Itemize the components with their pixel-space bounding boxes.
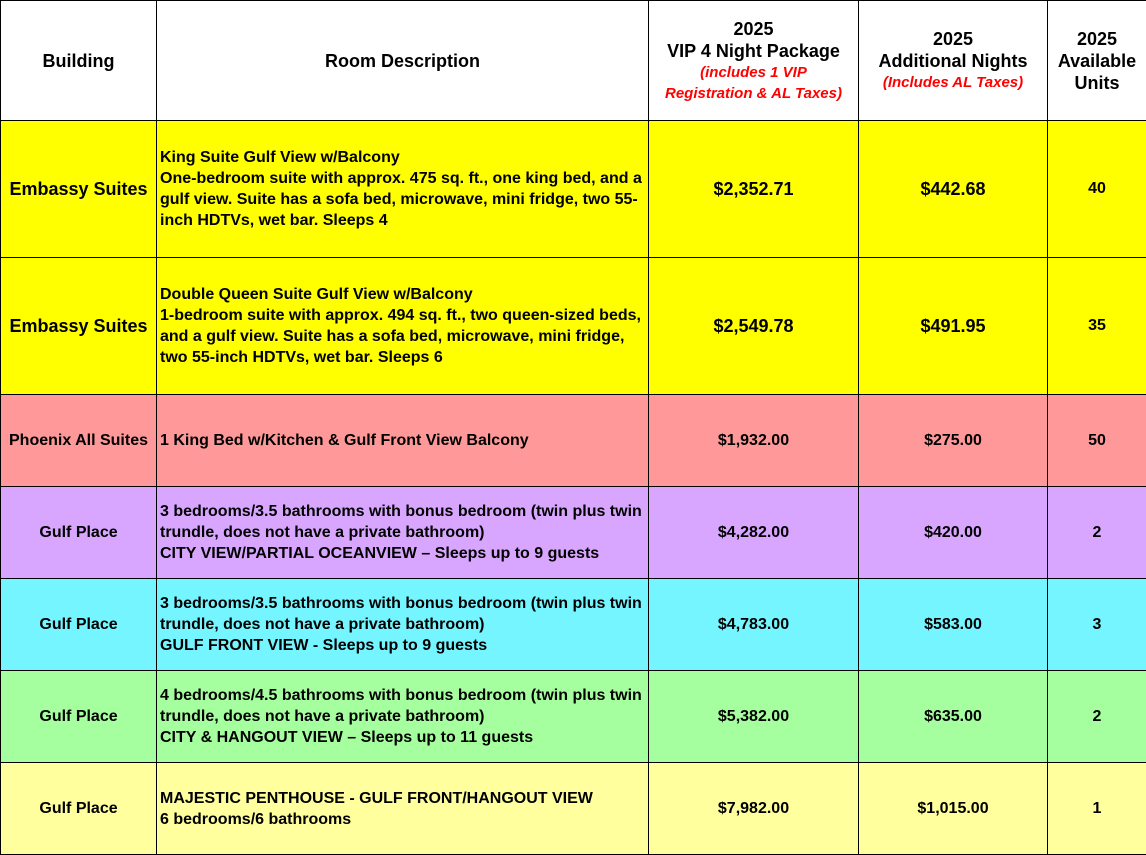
header-vip-title: VIP 4 Night Package <box>652 40 855 62</box>
room-description-cell <box>157 121 649 258</box>
description-line: two 55-inch HDTVs, wet bar. Sleeps 6 <box>160 347 645 368</box>
description-line: and a gulf view. Suite has a sofa bed, microwave, mini fridge, <box>160 326 645 347</box>
room-description-cell <box>157 579 649 671</box>
description-line: inch HDTVs, wet bar. Sleeps 4 <box>160 210 645 231</box>
description-line: CITY & HANGOUT VIEW – Sleeps up to 11 guests <box>160 727 645 748</box>
description-line: GULF FRONT VIEW - Sleeps up to 9 guests <box>160 635 645 656</box>
building-cell: Gulf Place <box>1 579 157 671</box>
building-cell: Phoenix All Suites <box>1 395 157 487</box>
units-cell: 1 <box>1048 763 1146 855</box>
description-line: King Suite Gulf View w/Balcony <box>160 147 645 168</box>
units-cell: 2 <box>1048 487 1146 579</box>
vip-price-cell: $4,282.00 <box>649 487 859 579</box>
building-cell: Gulf Place <box>1 487 157 579</box>
vip-price-cell: $2,352.71 <box>649 121 859 258</box>
description-line: 6 bedrooms/6 bathrooms <box>160 809 645 830</box>
description-line: gulf view. Suite has a sofa bed, microwave, mini fridge, two 55- <box>160 189 645 210</box>
header-additional-nights <box>859 1 1048 121</box>
table-row <box>1 395 1146 487</box>
description-line: 1-bedroom suite with approx. 494 sq. ft., two queen-sized beds, <box>160 305 645 326</box>
room-description-cell <box>157 258 649 395</box>
header-vip-year: 2025 <box>652 18 855 40</box>
table-row <box>1 121 1146 258</box>
header-vip-package <box>649 1 859 121</box>
building-cell: Gulf Place <box>1 763 157 855</box>
additional-price-cell: $1,015.00 <box>859 763 1048 855</box>
units-cell: 3 <box>1048 579 1146 671</box>
header-units-year: 2025 <box>1051 28 1143 50</box>
vip-price-cell: $1,932.00 <box>649 395 859 487</box>
building-cell: Embassy Suites <box>1 121 157 258</box>
additional-price-cell: $442.68 <box>859 121 1048 258</box>
header-additional-title: Additional Nights <box>862 50 1044 72</box>
description-line: trundle, does not have a private bathroom) <box>160 522 645 543</box>
table-row <box>1 258 1146 395</box>
description-line: 3 bedrooms/3.5 bathrooms with bonus bedroom (twin plus twin <box>160 593 645 614</box>
units-cell: 50 <box>1048 395 1146 487</box>
units-cell: 40 <box>1048 121 1146 258</box>
header-additional-year: 2025 <box>862 28 1044 50</box>
table-row <box>1 763 1146 855</box>
additional-price-cell: $275.00 <box>859 395 1048 487</box>
vip-price-cell: $2,549.78 <box>649 258 859 395</box>
room-description-cell <box>157 395 649 487</box>
description-line: Double Queen Suite Gulf View w/Balcony <box>160 284 645 305</box>
room-description-cell <box>157 671 649 763</box>
description-line: 3 bedrooms/3.5 bathrooms with bonus bedroom (twin plus twin <box>160 501 645 522</box>
building-cell: Embassy Suites <box>1 258 157 395</box>
description-line: CITY VIEW/PARTIAL OCEANVIEW – Sleeps up to 9 guests <box>160 543 645 564</box>
header-row <box>1 1 1146 121</box>
table-row <box>1 487 1146 579</box>
room-description-cell <box>157 763 649 855</box>
additional-price-cell: $583.00 <box>859 579 1048 671</box>
header-vip-note-2: Registration & AL Taxes) <box>652 83 855 104</box>
header-units-line3: Units <box>1051 72 1143 94</box>
header-room-description: Room Description <box>157 1 649 121</box>
additional-price-cell: $420.00 <box>859 487 1048 579</box>
description-line: trundle, does not have a private bathroom) <box>160 706 645 727</box>
description-line: 1 King Bed w/Kitchen & Gulf Front View Balcony <box>160 430 645 451</box>
building-cell: Gulf Place <box>1 671 157 763</box>
additional-price-cell: $491.95 <box>859 258 1048 395</box>
table-row <box>1 579 1146 671</box>
vip-price-cell: $4,783.00 <box>649 579 859 671</box>
description-line: MAJESTIC PENTHOUSE - GULF FRONT/HANGOUT VIEW <box>160 788 645 809</box>
header-additional-note: (Includes AL Taxes) <box>862 72 1044 93</box>
units-cell: 35 <box>1048 258 1146 395</box>
room-description-cell <box>157 487 649 579</box>
header-building: Building <box>1 1 157 121</box>
header-available-units <box>1048 1 1146 121</box>
table-row <box>1 671 1146 763</box>
vip-price-cell: $7,982.00 <box>649 763 859 855</box>
description-line: One-bedroom suite with approx. 475 sq. ft., one king bed, and a <box>160 168 645 189</box>
header-vip-note-1: (includes 1 VIP <box>652 62 855 83</box>
header-units-line2: Available <box>1051 50 1143 72</box>
additional-price-cell: $635.00 <box>859 671 1048 763</box>
units-cell: 2 <box>1048 671 1146 763</box>
vip-price-cell: $5,382.00 <box>649 671 859 763</box>
description-line: 4 bedrooms/4.5 bathrooms with bonus bedroom (twin plus twin <box>160 685 645 706</box>
description-line: trundle, does not have a private bathroom) <box>160 614 645 635</box>
